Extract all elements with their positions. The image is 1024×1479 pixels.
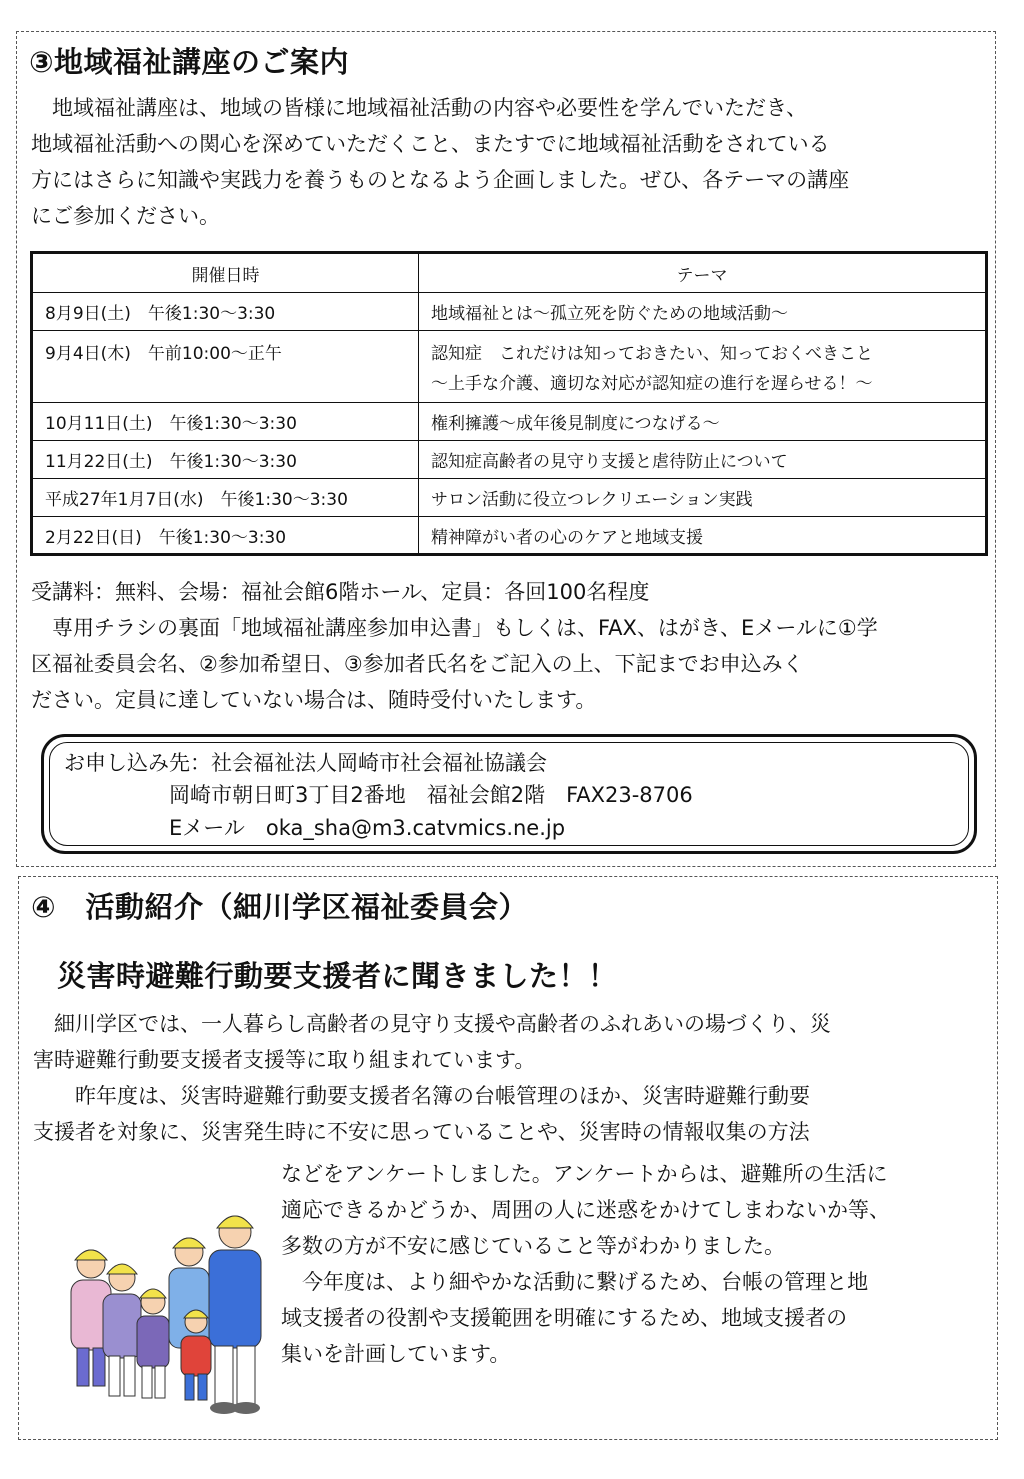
body-line: 昨年度は、災害時避難行動要支援者名簿の台帳管理のほか、災害時避難行動要 (33, 1084, 810, 1108)
figure-man-right (209, 1216, 261, 1414)
row-date: 11月22日(土) 午後1:30～3:30 (32, 441, 419, 479)
body-line: 域支援者の役割や支援範囲を明確にするため、地域支援者の (281, 1306, 848, 1330)
body-line: 害時避難行動要支援者支援等に取り組まれています。 (33, 1048, 536, 1072)
row-date: 8月9日(土) 午後1:30～3:30 (32, 293, 419, 331)
row-theme: 精神障がい者の心のケアと地域支援 (419, 517, 987, 555)
body-line: などをアンケートしました。アンケートからは、避難所の生活に (281, 1162, 888, 1186)
section-4-title: ④ 活動紹介（細川学区福祉委員会） (31, 890, 529, 924)
section-3-title: ③地域福祉講座のご案内 (29, 45, 350, 79)
row-theme-line: ～上手な介護、適切な対応が認知症の進行を遅らせる！～ (431, 374, 873, 394)
contact-organization: お申し込み先：社会福祉法人岡崎市社会福祉協議会 (64, 751, 547, 775)
section-3-details (31, 574, 878, 718)
intro-line: にご参加ください。 (31, 204, 220, 228)
figure-elder (103, 1264, 141, 1396)
section-4-wrapped-body (281, 1156, 890, 1372)
figure-boy (181, 1310, 211, 1400)
row-theme: 認知症高齢者の見守り支援と虐待防止について (419, 441, 987, 479)
schedule-table (30, 251, 988, 556)
body-line: 多数の方が不安に感じていること等がわかりました。 (281, 1234, 785, 1258)
family-with-helmets-illustration (41, 1202, 281, 1420)
section-3-panel (16, 31, 996, 867)
intro-line: 地域福祉講座は、地域の皆様に地域福祉活動の内容や必要性を学んでいただき、 (31, 96, 808, 120)
contact-email[interactable]: Eメール oka_sha@m3.catvmics.ne.jp (169, 816, 566, 840)
table-row (32, 479, 987, 517)
row-theme: 地域福祉とは～孤立死を防ぐための地域活動～ (419, 293, 987, 331)
table-row (32, 403, 987, 441)
row-theme: サロン活動に役立つレクリエーション実践 (419, 479, 987, 517)
fee-line: 受講料：無料、会場：福祉会館6階ホール、定員：各回100名程度 (31, 580, 650, 604)
section-3-intro (31, 90, 849, 234)
table-row (32, 441, 987, 479)
row-date: 2月22日(日) 午後1:30～3:30 (32, 517, 419, 555)
row-date: 10月11日(土) 午後1:30～3:30 (32, 403, 419, 441)
header-theme: テーマ (419, 253, 987, 293)
apply-line: 専用チラシの裏面「地域福祉講座参加申込書」もしくは、FAX、はがき、Eメールに①学 (31, 616, 878, 640)
body-line: 今年度は、より細やかな活動に繋げるため、台帳の管理と地 (281, 1270, 869, 1294)
row-date: 9月4日(木) 午前10:00～正午 (32, 331, 419, 403)
table-row (32, 331, 987, 403)
intro-line: 地域福祉活動への関心を深めていただくこと、またすでに地域福祉活動をされている (31, 132, 830, 156)
table-header-row (32, 253, 987, 293)
body-line: 細川学区では、一人暮らし高齢者の見守り支援や高齢者のふれあいの場づくり、災 (33, 1012, 831, 1036)
body-line: 適応できるかどうか、周囲の人に迷惑をかけてしまわないか等、 (281, 1198, 890, 1222)
contact-box (41, 734, 977, 854)
section-4-body (33, 1006, 831, 1150)
table-row (32, 293, 987, 331)
row-theme: 権利擁護～成年後見制度につなげる～ (419, 403, 987, 441)
body-line: 支援者を対象に、災害発生時に不安に思っていることや、災害時の情報収集の方法 (33, 1120, 810, 1144)
row-date: 平成27年1月7日(水) 午後1:30～3:30 (32, 479, 419, 517)
table-row (32, 517, 987, 555)
figure-girl (137, 1289, 169, 1398)
row-theme (419, 331, 987, 403)
body-line: 集いを計画しています。 (281, 1342, 511, 1366)
intro-line: 方にはさらに知識や実践力を養うものとなるよう企画しました。ぜひ、各テーマの講座 (31, 168, 850, 192)
apply-line: ださい。定員に達していない場合は、随時受付いたします。 (31, 688, 597, 712)
apply-line: 区福祉委員会名、②参加希望日、③参加者氏名をご記入の上、下記までお申込みく (31, 652, 804, 676)
figure-adult-middle (169, 1238, 209, 1348)
row-theme-line: 認知症 これだけは知っておきたい、知っておくべきこと (431, 344, 873, 364)
section-4-panel (18, 876, 998, 1440)
contact-address: 岡崎市朝日町3丁目2番地 福祉会館2階 FAX23-8706 (169, 783, 693, 807)
header-date: 開催日時 (32, 253, 419, 293)
section-4-subtitle: 災害時避難行動要支援者に聞きました！！ (57, 959, 618, 993)
